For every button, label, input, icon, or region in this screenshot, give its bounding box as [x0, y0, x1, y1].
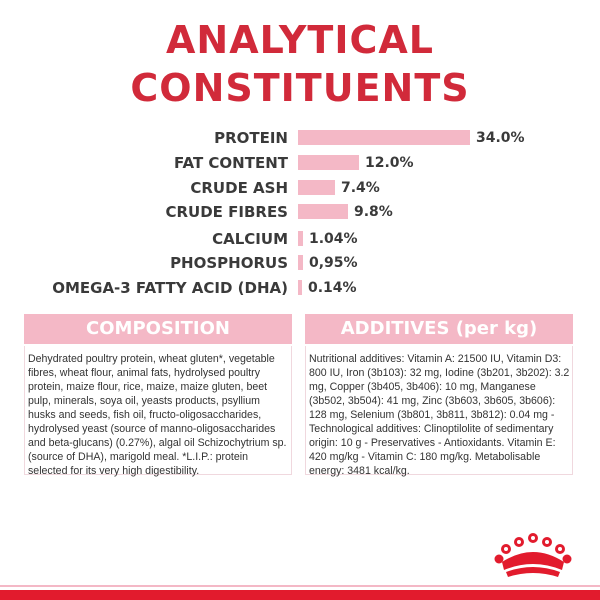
constituent-label: CALCIUM — [212, 230, 288, 248]
constituent-value: 9.8% — [354, 204, 393, 220]
constituent-bar — [298, 180, 335, 195]
constituent-bar — [298, 130, 470, 145]
constituent-label: CRUDE FIBRES — [165, 203, 288, 221]
title-line-2: CONSTITUENTS — [130, 66, 470, 110]
constituent-label: PROTEIN — [214, 129, 288, 147]
constituent-value: 34.0% — [476, 130, 525, 146]
composition-heading: COMPOSITION — [24, 314, 292, 344]
constituent-row — [0, 201, 600, 223]
constituent-label: PHOSPHORUS — [170, 254, 288, 272]
footer-rule — [0, 585, 600, 587]
constituent-row — [0, 252, 600, 274]
constituent-value: 0.14% — [308, 280, 357, 296]
constituent-label: CRUDE ASH — [190, 179, 288, 197]
constituent-value: 1.04% — [309, 231, 358, 247]
constituent-row — [0, 177, 600, 199]
additives-text: Nutritional additives: Vitamin A: 21500 IU, Vitamin D3: 800 IU, Iron (3b103): 32 mg, Iodine (3b201, 3b202): 3.2 mg, Copper (3b405, 3b406): 10 mg, Manganese (3b502, 3b504): 41 mg, Zinc (3b603, 3b605, 3b606): 128 mg, Selenium (3b801, 3b811, 3b812): 0.04 mg - Technological additives: Clinoptilolite of sedimentary origin: 10 g - Preservatives - Antioxidants. Vitamin E: 420 mg/kg - Vitamin C: 180 mg/kg. Metabolisable energy: 3481 kcal/kg. — [309, 353, 570, 477]
additives-heading: ADDITIVES (per kg) — [305, 314, 573, 344]
constituent-row — [0, 152, 600, 174]
composition-text: Dehydrated poultry protein, wheat gluten*, vegetable fibres, wheat flour, animal fats, hydrolysed poultry protein, maize flour, rice, maize, maize gluten, beet pulp, minerals, soya oil, yeasts products, psyllium husks and seeds, fish oil, fructo-oligosaccharides, hydrolysed yeast (source of manno-oligosaccharides and beta-glucans) (0.27%), algal oil Schizochytrium sp. (source of DHA), marigold meal. *L.I.P.: protein selected for its very high digestibility. — [28, 353, 287, 477]
constituent-label: OMEGA-3 FATTY ACID (DHA) — [52, 279, 288, 297]
constituent-bar — [298, 255, 303, 270]
constituent-label: FAT CONTENT — [173, 154, 288, 172]
footer-band — [0, 590, 600, 600]
constituent-bar — [298, 155, 359, 170]
constituent-value: 12.0% — [365, 155, 414, 171]
constituent-value: 7.4% — [341, 180, 380, 196]
title-line-1: ANALYTICAL — [165, 18, 434, 62]
constituent-bar — [298, 204, 348, 219]
constituent-row — [0, 228, 600, 250]
constituent-bar — [298, 231, 303, 246]
constituent-row — [0, 277, 600, 299]
crown-icon — [494, 532, 572, 578]
constituent-row — [0, 127, 600, 149]
constituent-bar — [298, 280, 302, 295]
constituent-value: 0,95% — [309, 255, 358, 271]
